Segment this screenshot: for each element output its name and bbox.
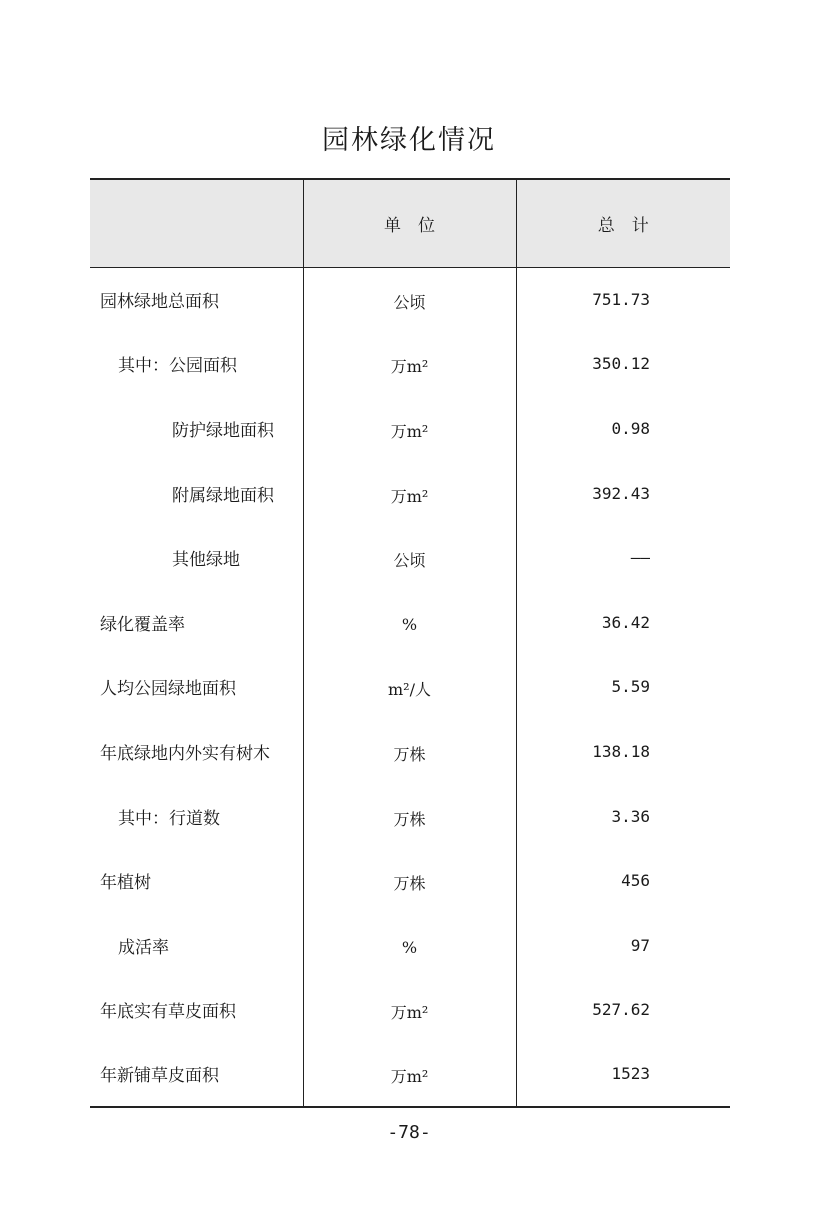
- row-item-name: 绿化覆盖率: [90, 590, 303, 655]
- row-unit: 万m²: [303, 332, 516, 397]
- row-total: 138.18: [592, 741, 650, 761]
- header-unit: 单 位: [303, 179, 516, 267]
- row-unit: 万株: [303, 848, 516, 913]
- row-item-name: 年底实有草皮面积: [90, 978, 303, 1043]
- row-item-name: 年新铺草皮面积: [90, 1042, 303, 1107]
- row-unit: %: [303, 590, 516, 655]
- greening-table: [90, 178, 730, 1108]
- row-item-name: 园林绿地总面积: [90, 267, 303, 332]
- header-item: [90, 179, 303, 267]
- row-total: 36.42: [601, 612, 650, 632]
- table-row: [90, 848, 730, 913]
- table-row: [90, 461, 730, 526]
- row-total: 392.43: [592, 483, 650, 503]
- page-title: 园林绿化情况: [322, 125, 496, 156]
- row-unit: m²/人: [303, 655, 516, 720]
- table-body: [90, 267, 730, 1107]
- header-row: [90, 179, 730, 267]
- row-total: 751.73: [592, 290, 650, 310]
- table-row: [90, 590, 730, 655]
- row-total: 5.59: [611, 677, 650, 697]
- table-row: [90, 396, 730, 461]
- table-row: [90, 267, 730, 332]
- table-header: [90, 179, 730, 267]
- row-item-name: 其中：行道数: [90, 784, 303, 849]
- row-unit: %: [303, 913, 516, 978]
- row-total: 350.12: [592, 354, 650, 374]
- row-total: 527.62: [592, 1000, 650, 1020]
- row-item-name: 年底绿地内外实有树木: [90, 719, 303, 784]
- row-unit: 公顷: [303, 267, 516, 332]
- table-row: [90, 719, 730, 784]
- row-total: 3.36: [611, 806, 650, 826]
- table-row: [90, 784, 730, 849]
- header-total: 总 计: [516, 179, 730, 267]
- row-unit: 万株: [303, 784, 516, 849]
- row-item-name: 人均公园绿地面积: [90, 655, 303, 720]
- table-row: [90, 655, 730, 720]
- table-row: [90, 913, 730, 978]
- row-item-name: 其他绿地: [90, 525, 303, 590]
- row-unit: 万m²: [303, 461, 516, 526]
- row-total: 1523: [516, 1042, 730, 1107]
- table-row: [90, 1042, 730, 1107]
- row-total: ——: [630, 548, 650, 568]
- table-row: [90, 978, 730, 1043]
- table-row: [90, 332, 730, 397]
- greening-table-container: [90, 178, 730, 1108]
- row-total: 97: [630, 935, 650, 955]
- row-item-name: 防护绿地面积: [90, 396, 303, 461]
- row-unit: 万m²: [303, 978, 516, 1043]
- table-row: [90, 525, 730, 590]
- row-total: 456: [621, 871, 650, 891]
- row-item-name: 年植树: [90, 848, 303, 913]
- row-unit: 万m²: [303, 396, 516, 461]
- row-unit: 万m²: [303, 1042, 516, 1107]
- row-total: 0.98: [611, 418, 650, 438]
- row-item-name: 附属绿地面积: [90, 461, 303, 526]
- row-item-name: 成活率: [90, 913, 303, 978]
- row-unit: 万株: [303, 719, 516, 784]
- row-unit: 公顷: [303, 525, 516, 590]
- page-number: -78-: [387, 1122, 431, 1143]
- row-item-name: 其中：公园面积: [90, 332, 303, 397]
